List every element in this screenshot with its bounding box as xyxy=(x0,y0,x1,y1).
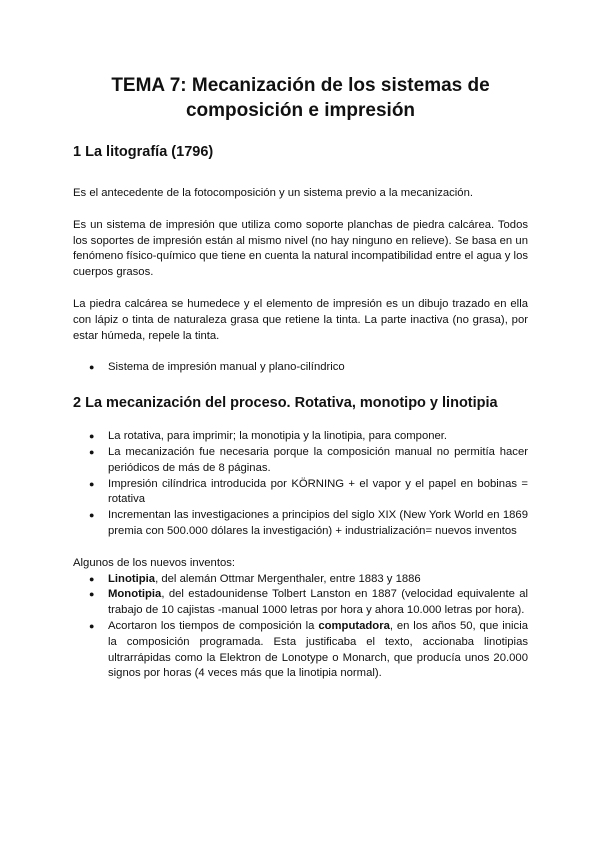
bullet-icon: ● xyxy=(89,620,95,631)
invento-name: Monotipia xyxy=(108,588,162,601)
list-item xyxy=(73,429,528,445)
bullet-icon: ● xyxy=(89,589,95,600)
list-item-text: Impresión cilíndrica introducida por KÖRNING + el vapor y el papel en bobinas = rotativa xyxy=(108,477,528,506)
section-1-paragraph: Es el antecedente de la fotocomposición y un sistema previo a la mecanización. xyxy=(73,187,474,199)
bullet-icon: ● xyxy=(89,510,95,521)
section-2-bullet-list xyxy=(73,429,528,540)
section-1-heading: 1 La litografía (1796) xyxy=(73,144,214,160)
bullet-icon: ● xyxy=(89,573,95,584)
list-item xyxy=(73,572,528,588)
invento-name: computadora xyxy=(318,619,390,632)
document-title xyxy=(73,73,528,123)
list-item-text: Incrementan las investigaciones a principios del siglo XIX (New York World en 1869 premia con 500.000 dólares la investigación) + industrialización= nuevos inventos xyxy=(108,509,528,537)
list-item xyxy=(73,445,528,477)
invento-name: Linotipia xyxy=(108,572,156,585)
title-line-2: composición e impresión xyxy=(185,100,416,121)
bullet-icon: ● xyxy=(89,478,95,489)
list-item-text: La mecanización fue necesaria porque la composición manual no permitía hacer periódicos de más de 8 páginas. xyxy=(108,445,528,474)
bullet-icon: ● xyxy=(89,446,95,457)
invento-description: , en los años 50, que inicia la composición programada. Esta justificaba el texto, accionaba linotipias ultrarrápidas como la Elektron de Lonotype o Monarch, que producía unos 20.000 signos por horas (4 veces más que la linotipia normal). xyxy=(108,619,528,680)
list-item xyxy=(73,587,528,619)
section-1-paragraph: La piedra calcárea se humedece y el elemento de impresión es un dibujo trazado en ella con lápiz o tinta de naturaleza grasa que retiene la tinta. La parte inactiva (no grasa), por estar húmeda, repele la tinta. xyxy=(73,297,528,342)
list-item-text: La rotativa, para imprimir; la monotipia y la linotipia, para componer. xyxy=(108,430,448,443)
list-item xyxy=(73,508,528,540)
inventos-intro: Algunos de los nuevos inventos: xyxy=(73,556,236,569)
invento-description: , del alemán Ottmar Mergenthaler, entre 1883 y 1886 xyxy=(155,572,421,585)
bullet-icon: ● xyxy=(89,431,95,442)
list-item xyxy=(73,619,528,682)
document-page xyxy=(73,0,528,682)
section-1-bullet-list xyxy=(73,360,528,376)
invento-description: , del estadounidense Tolbert Lanston en 1887 (velocidad equivalente al trabajo de 10 cajistas -manual 1000 letras por hora y ahora 10.000 letras por hora). xyxy=(108,588,528,617)
title-line-1: TEMA 7: Mecanización de los sistemas de xyxy=(111,75,490,96)
list-item xyxy=(73,360,528,376)
section-1-paragraph: Es un sistema de impresión que utiliza como soporte planchas de piedra calcárea. Todos los soportes de impresión están al mismo nivel (no hay ninguno en relieve). Se basa en un fenómeno físico-químico que tiene en cuenta la natural incompatibilidad entre el agua y los cuerpos grasos. xyxy=(73,218,528,279)
invento-intro-text: Acortaron los tiempos de composición la xyxy=(108,619,319,632)
list-item xyxy=(73,477,528,509)
list-item-text: Sistema de impresión manual y plano-cilíndrico xyxy=(108,361,345,374)
section-2-heading: 2 La mecanización del proceso. Rotativa, monotipo y linotipia xyxy=(73,395,498,412)
bullet-icon: ● xyxy=(89,362,95,373)
inventos-bullet-list xyxy=(73,572,528,683)
